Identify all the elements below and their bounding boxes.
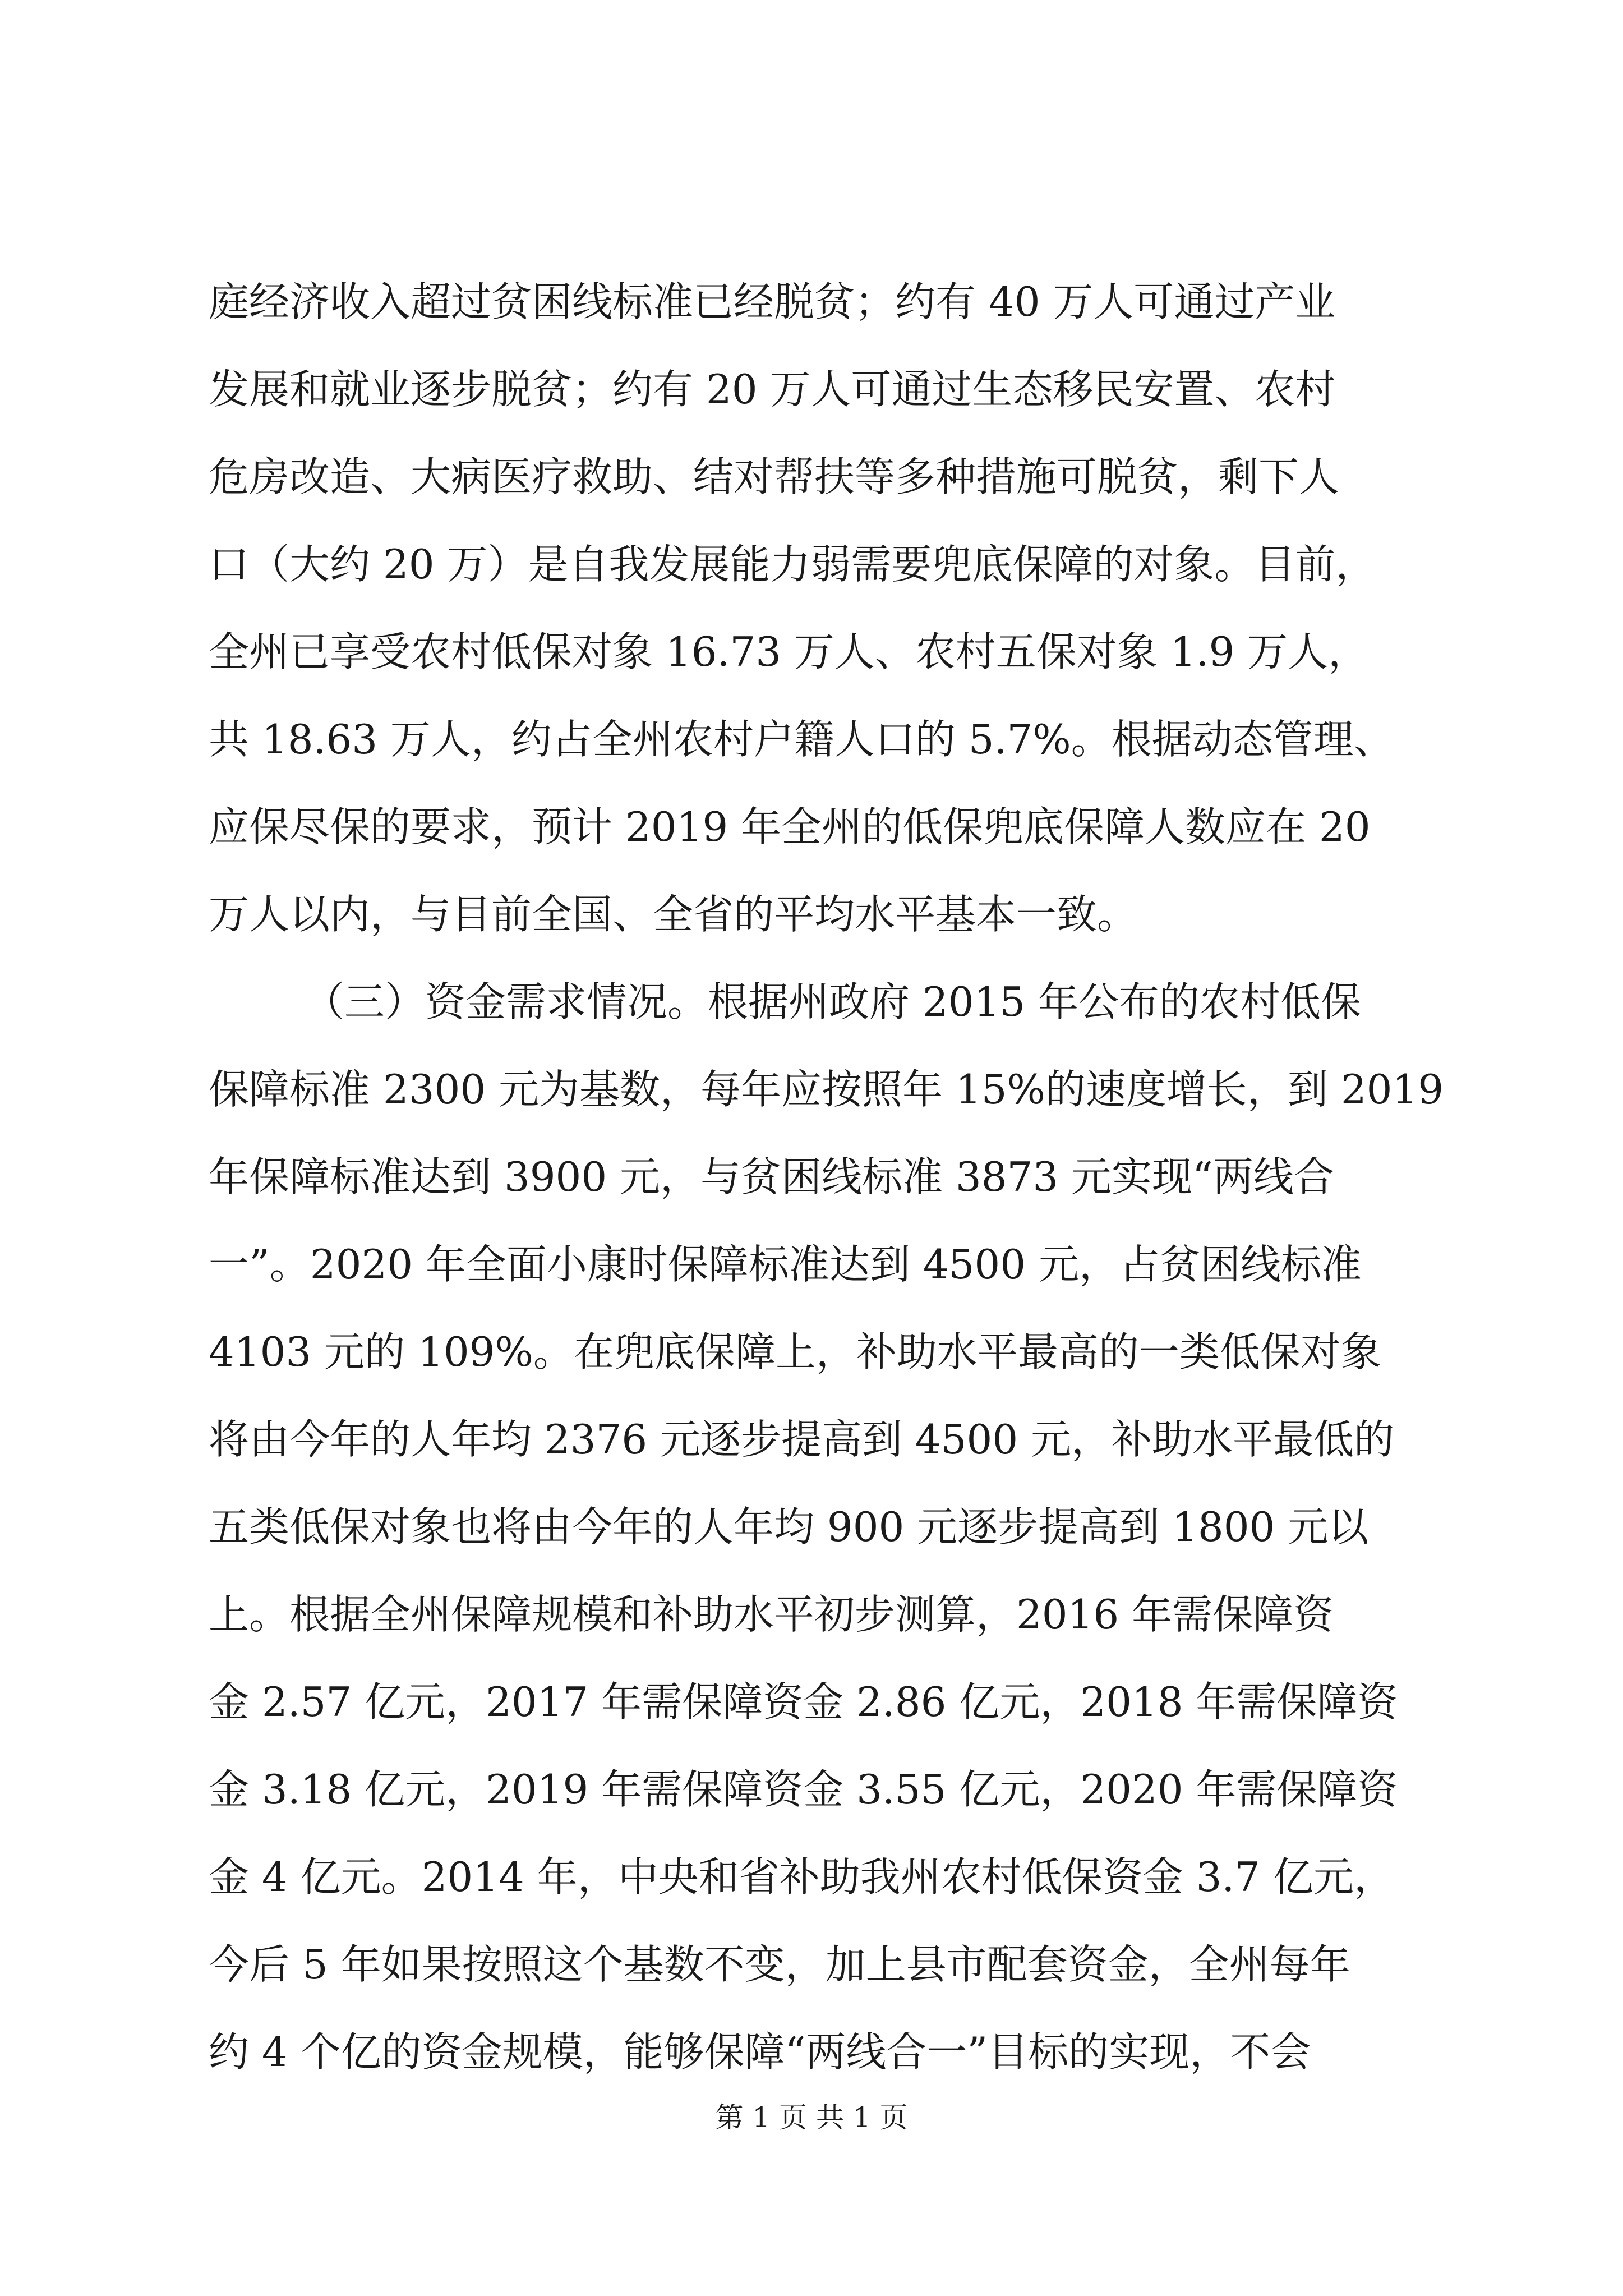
text-line: 一”。2020 年全面小康时保障标准达到 4500 元，占贫困线标准 <box>209 1241 1362 1288</box>
page-footer <box>0 2098 1623 2137</box>
text-line: 发展和就业逐步脱贫；约有 20 万人可通过生态移民安置、农村 <box>209 366 1336 413</box>
text-line: 共 18.63 万人，约占全州农村户籍人口的 5.7%。根据动态管理、 <box>209 716 1394 763</box>
text-line: 万人以内，与目前全国、全省的平均水平基本一致。 <box>209 891 1138 938</box>
text-line: 庭经济收入超过贫困线标准已经脱贫；约有 40 万人可通过产业 <box>209 278 1336 325</box>
text-line: 应保尽保的要求，预计 2019 年全州的低保兜底保障人数应在 20 <box>209 803 1371 850</box>
text-line: 五类低保对象也将由今年的人年均 900 元逐步提高到 1800 元以 <box>209 1503 1369 1550</box>
text-line: 金 4 亿元。2014 年，中央和省补助我州农村低保资金 3.7 亿元， <box>209 1853 1394 1901</box>
text-line: 上。根据全州保障规模和补助水平初步测算，2016 年需保障资 <box>209 1591 1334 1638</box>
text-line: 今后 5 年如果按照这个基数不变，加上县市配套资金，全州每年 <box>209 1941 1350 1988</box>
paragraph-start-line: （三）资金需求情况。根据州政府 2015 年公布的农村低保 <box>304 978 1362 1025</box>
text-line: 口（大约 20 万）是自我发展能力弱需要兜底保障的对象。目前， <box>209 541 1376 588</box>
text-line: 年保障标准达到 3900 元，与贫困线标准 3873 元实现“两线合 <box>209 1153 1334 1200</box>
text-line: 保障标准 2300 元为基数，每年应按照年 15%的速度增长，到 2019 <box>209 1066 1444 1113</box>
text-line: 危房改造、大病医疗救助、结对帮扶等多种措施可脱贫，剩下人 <box>209 453 1340 500</box>
document-body <box>209 258 1444 2096</box>
text-line: 约 4 个亿的资金规模，能够保障“两线合一”目标的实现，不会 <box>209 2028 1311 2076</box>
page-number-label: 第 1 页 共 1 页 <box>715 2101 908 2134</box>
text-line: 全州已享受农村低保对象 16.73 万人、农村五保对象 1.9 万人， <box>209 628 1369 675</box>
text-line: 4103 元的 109%。在兜底保障上，补助水平最高的一类低保对象 <box>209 1328 1381 1375</box>
text-line: 金 3.18 亿元，2019 年需保障资金 3.55 亿元，2020 年需保障资 <box>209 1766 1398 1813</box>
text-line: 金 2.57 亿元，2017 年需保障资金 2.86 亿元，2018 年需保障资 <box>209 1678 1398 1726</box>
text-line: 将由今年的人年均 2376 元逐步提高到 4500 元，补助水平最低的 <box>209 1416 1395 1463</box>
